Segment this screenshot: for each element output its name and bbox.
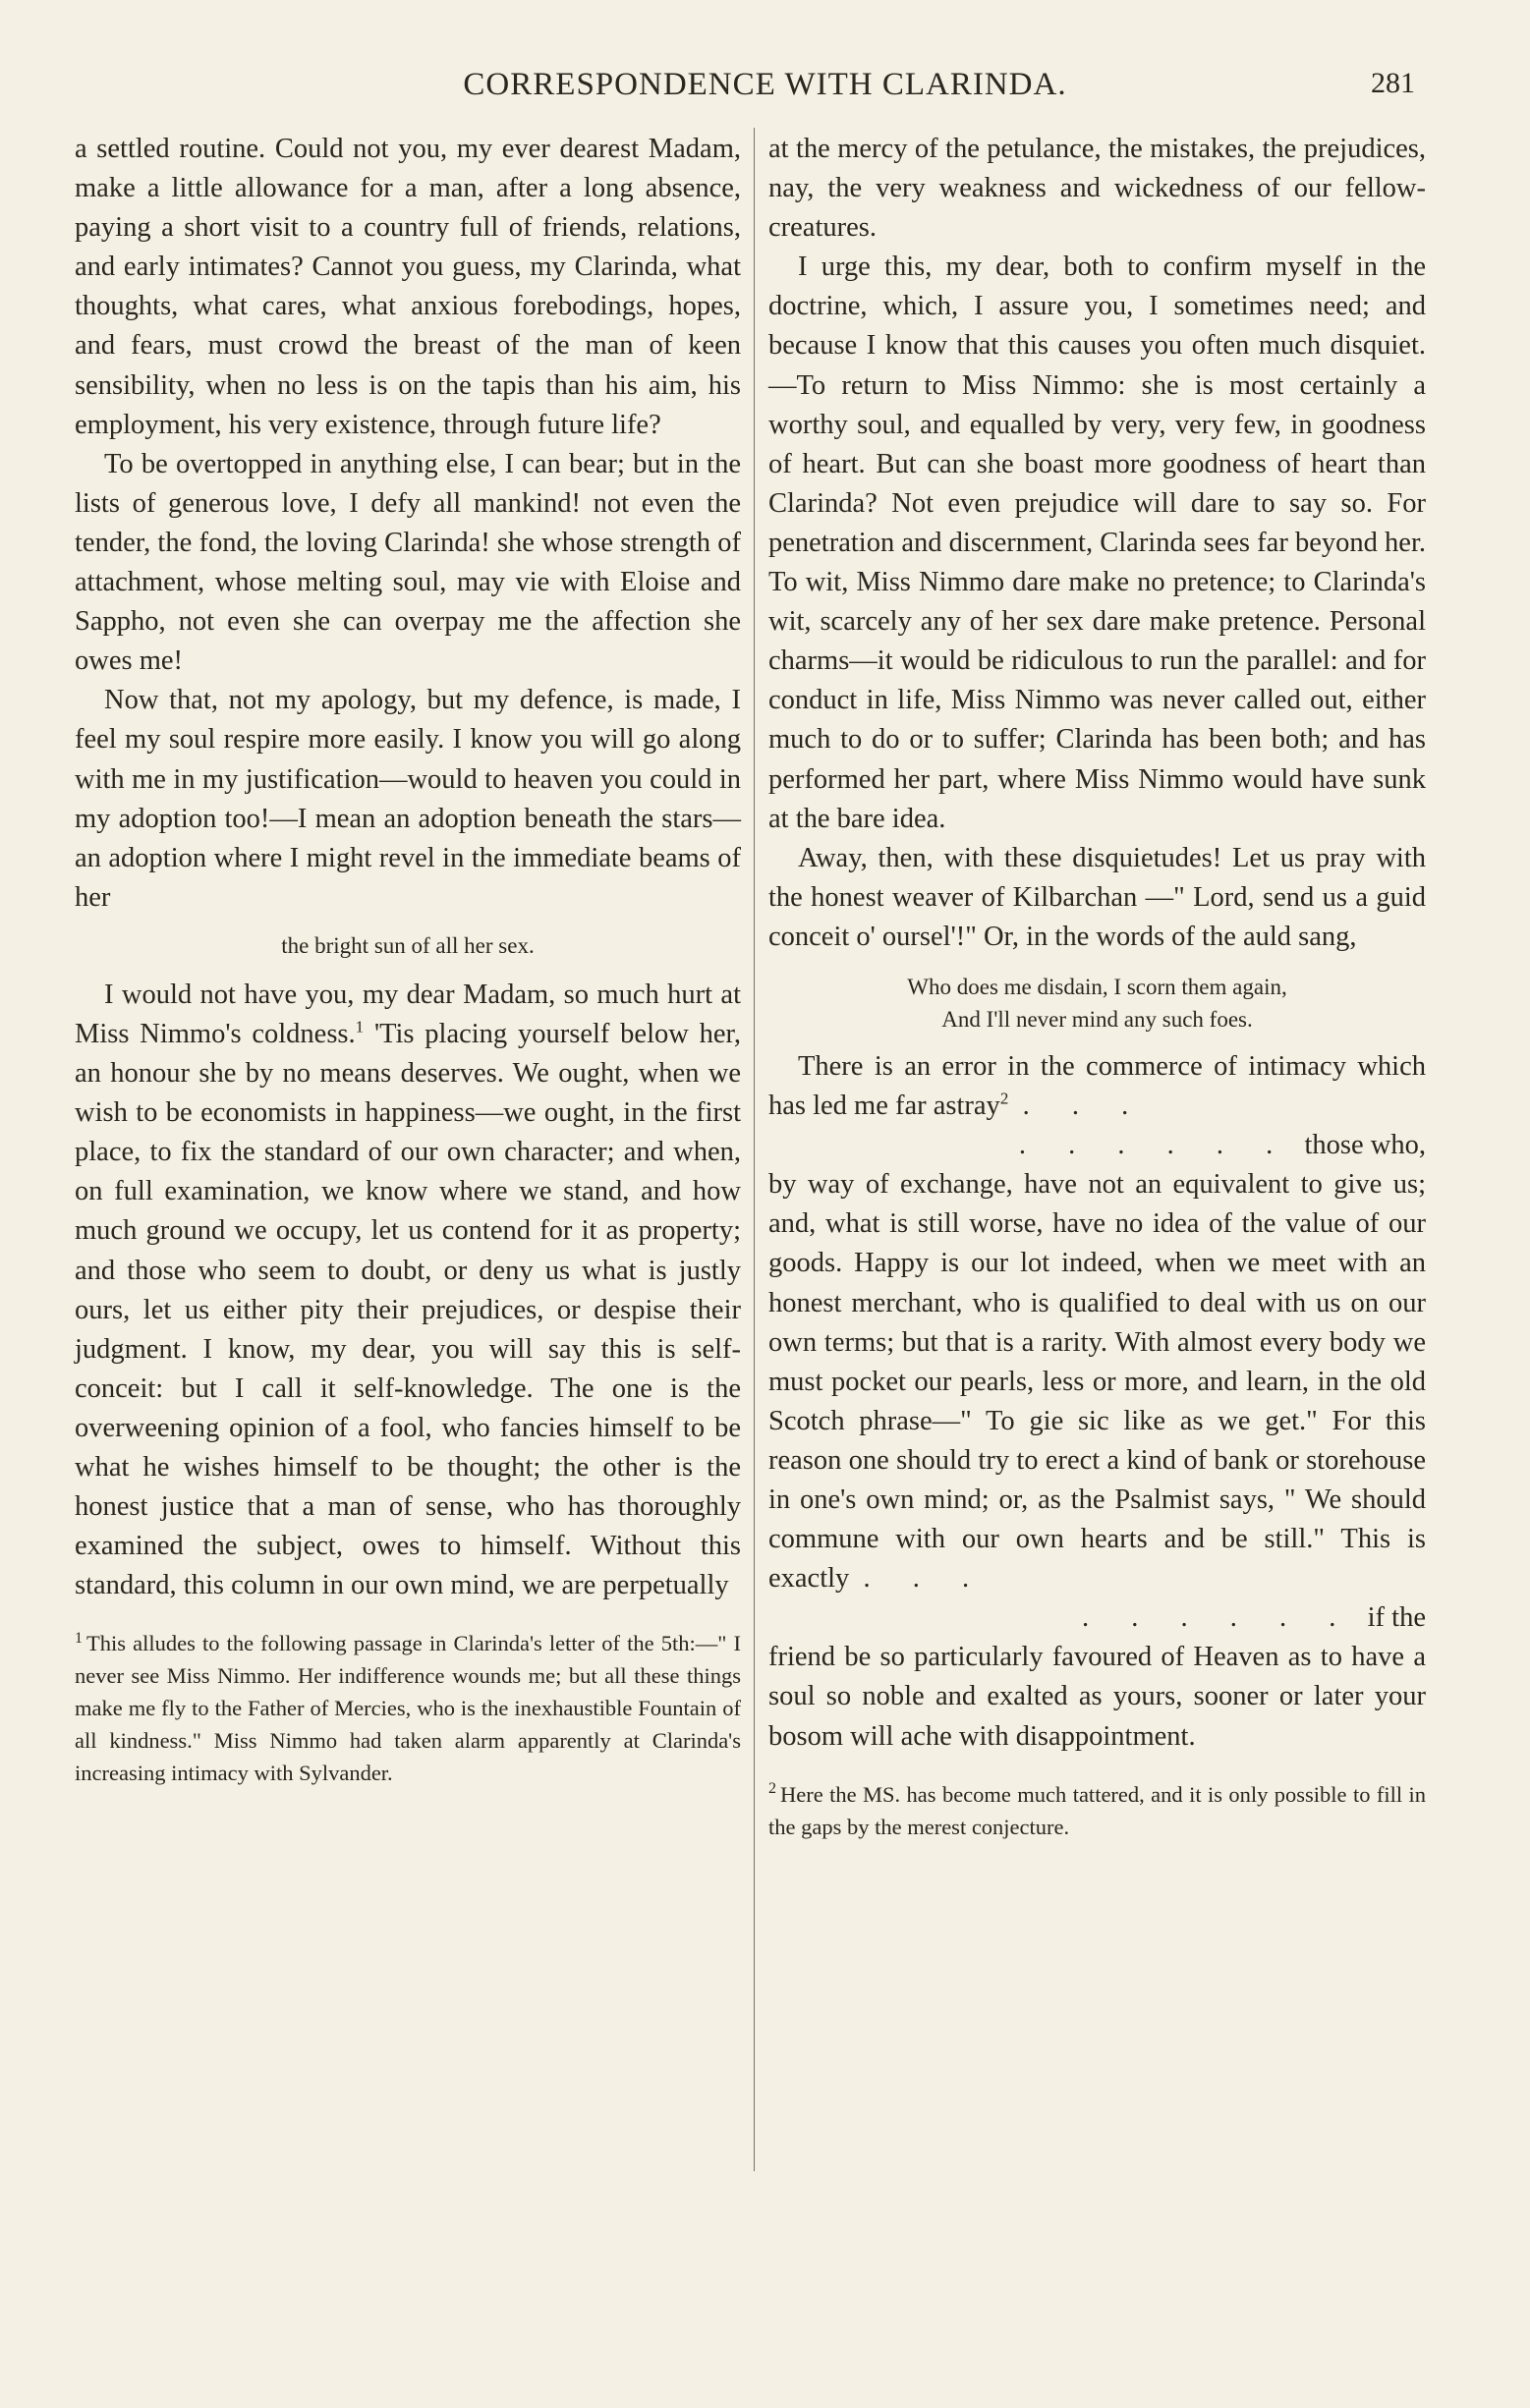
right-paragraph-4-mid-text: by way of exchange, have not an equivalent to give us; and, what is still worse, have no idea of the value of our goods. Happy is our lot indeed, when we meet with an honest merchant, who is qualified to deal with us on our own terms; but that is a rarity. With almost every body we must pocket our pearls, less or more, and learn, in the old Scotch phrase—" To gie sic like as we get." For this reason one should try to erect a kind of bank or storehouse in one's own mind; or, as the Psalmist says, " We should commune with our own hearts and be still." This is exactly xyxy=(768,1169,1426,1595)
right-paragraph-4 xyxy=(768,1047,1426,1126)
right-paragraph-4-mid xyxy=(768,1165,1426,1598)
left-paragraph-1: a settled routine. Could not you, my ever dearest Madam, make a little allowance for a man, after a long absence, paying a short visit to a country full of friends, relations, and early intimates? Cannot you guess, my Clarinda, what thoughts, what cares, what anxious forebodings, hopes, and fears, must crowd the breast of the man of keen sensibility, when no less is on the tapis than his aim, his employment, his very existence, through future life? xyxy=(75,134,741,440)
left-paragraph-4 xyxy=(75,976,741,1606)
verse-quote xyxy=(768,971,1426,1036)
ellipsis-2: . . . xyxy=(863,1563,988,1595)
right-paragraph-1: at the mercy of the petulance, the mistakes, the prejudices, nay, the very weakness and wickedness of our fellow-creatures. xyxy=(768,134,1426,244)
page-number: 281 xyxy=(1371,67,1415,99)
right-paragraph-4-end: friend be so particularly favoured of Heaven as to have a soul so noble and exalted as yours, sooner or later your bosom will ache with disappointment. xyxy=(768,1642,1426,1752)
footnote-1 xyxy=(75,1627,741,1789)
left-paragraph-4-rest: 'Tis placing yourself below her, an honour she by no means deserves. We ought, when we wish to be economists in happiness—we ought, in the first place, to fix the standard of our own character; and when, on full examination, we know where we stand, and how much ground we occupy, let us contend for it as property; and those who seem to doubt, or deny us what is justly ours, let us either pity their prejudices, or despise their judgment. I know, my dear, you will say this is self-conceit: but I call it self-knowledge. The one is the overweening opinion of a fool, who fancies himself to be what he wishes himself to be thought; the other is the honest justice that a man of sense, who has thoroughly examined the subject, owes to himself. Without this standard, this column in our own mind, we are perpetually xyxy=(75,1018,741,1601)
footnote-ref-1: 1 xyxy=(355,1017,365,1036)
running-header xyxy=(0,67,1530,110)
left-paragraph-3: Now that, not my apology, but my defence, is made, I feel my soul respire more easily. I know you will go along with me in my justification—would to heaven you could in my adoption too!—I mean an adoption beneath the stars—an adoption where I might revel in the immediate beams of her xyxy=(75,685,741,913)
footnote-1-number: 1 xyxy=(75,1629,83,1647)
footnote-2 xyxy=(768,1778,1426,1843)
gap-line-1 xyxy=(768,1126,1426,1165)
verse-line-2: And I'll never mind any such foes. xyxy=(941,1006,1253,1032)
gap-dots-2: . . . . . . xyxy=(1082,1602,1354,1634)
column-divider xyxy=(754,128,755,2171)
left-paragraph-4-start: I would not have you, my dear Madam, so much hurt at Miss Nimmo's coldness. xyxy=(75,979,741,1049)
footnote-ref-2: 2 xyxy=(999,1089,1009,1108)
left-paragraph-2: To be overtopped in anything else, I can bear; but in the lists of generous love, I defy all mankind! not even the tender, the fond, the loving Clarinda! she whose strength of attachment, whose melting soul, may vie with Eloise and Sappho, not even she can overpay me the affection she owes me! xyxy=(75,448,741,677)
right-column xyxy=(768,130,1426,1843)
right-paragraph-3: Away, then, with these disquietudes! Let us pray with the honest weaver of Kilbarchan —" Lord, send us a guid conceit o' oursel'!" Or, in the words of the auld sang, xyxy=(768,842,1426,952)
footnote-2-number: 2 xyxy=(768,1780,776,1798)
verse-line-1: Who does me disdain, I scorn them again, xyxy=(907,974,1287,999)
gap-dots-1: . . . . . . xyxy=(1018,1130,1291,1161)
right-paragraph-4-start: There is an error in the commerce of intimacy which has led me far astray xyxy=(768,1050,1426,1122)
ellipsis-1: . . . xyxy=(1022,1091,1147,1122)
running-title: CORRESPONDENCE WITH CLARINDA. xyxy=(463,67,1067,102)
footnote-2-text: Here the MS. has become much tattered, and it is only possible to fill in the gaps by the merest conjecture. xyxy=(768,1781,1426,1839)
block-quote: the bright sun of all her sex. xyxy=(281,932,535,958)
right-paragraph-2: I urge this, my dear, both to confirm myself in the doctrine, which, I assure you, I sometimes need; and because I know that this causes you often much disquiet.—To return to Miss Nimmo: she is most certainly a worthy soul, and equalled by very, very few, in goodness of heart. But can she boast more goodness of heart than Clarinda? Not even prejudice will dare to say so. For penetration and discernment, Clarinda sees far beyond her. To wit, Miss Nimmo dare make no pretence; to Clarinda's wit, scarcely any of her sex dare make pretence. Personal charms—it would be ridiculous to run the parallel: and for conduct in life, Miss Nimmo was never called out, either much to do or to suffer; Clarinda has been both; and has performed her part, where Miss Nimmo would have sunk at the bare idea. xyxy=(768,252,1426,834)
footnote-1-text: This alludes to the following passage in Clarinda's letter of the 5th:—" I never see Miss Nimmo. Her indifference wounds me; but all these things make me fly to the Father of Mercies, who is the inexhaustible Fountain of all kindness." Miss Nimmo had taken alarm apparently at Clarinda's increasing intimacy with Sylvander. xyxy=(75,1631,741,1786)
gap-line-2-text: if the xyxy=(1367,1602,1426,1634)
left-column xyxy=(75,130,741,1789)
gap-line-1-text: those who, xyxy=(1304,1130,1426,1161)
gap-line-2 xyxy=(768,1598,1426,1638)
